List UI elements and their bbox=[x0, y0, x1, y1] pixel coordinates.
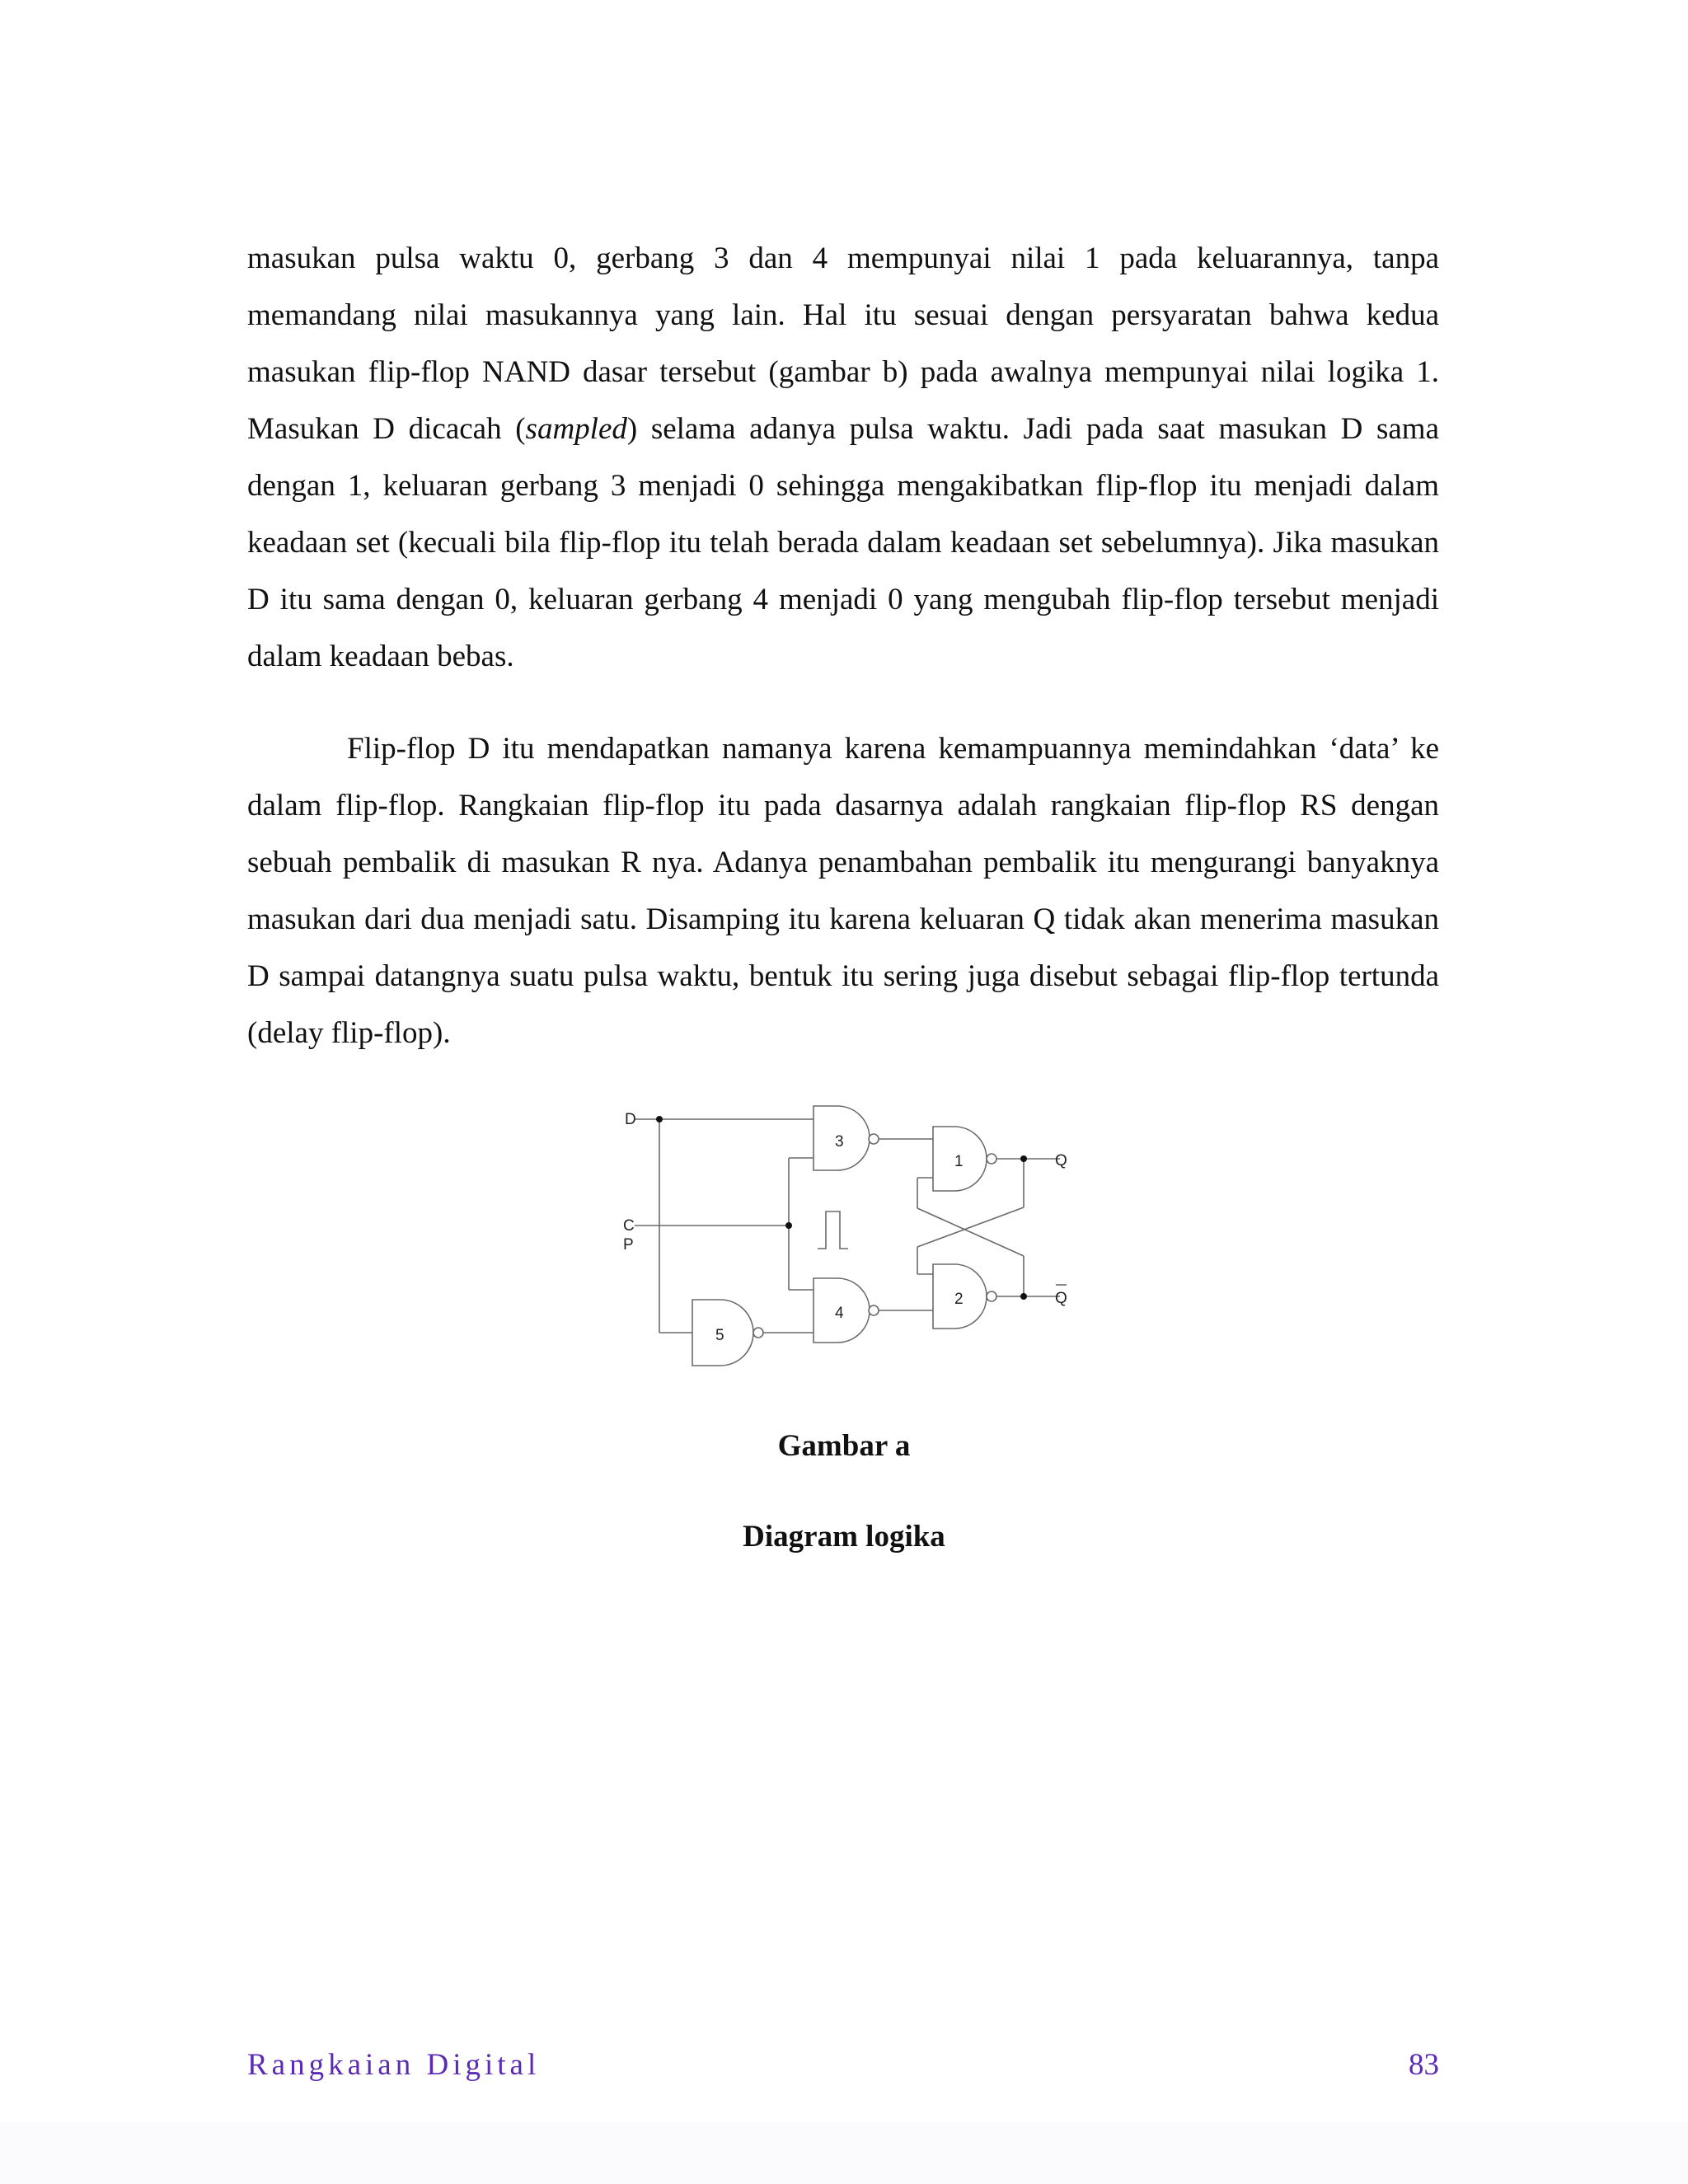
nand-gate-1-bubble bbox=[987, 1154, 996, 1164]
label-input-cp-p: P bbox=[623, 1236, 634, 1254]
junction-dot-d bbox=[656, 1116, 663, 1122]
junction-dot-q bbox=[1020, 1155, 1027, 1162]
figure-caption-title: Gambar a bbox=[777, 1429, 911, 1463]
footer-page-number: 83 bbox=[1409, 2048, 1439, 2082]
nand-gate-3-bubble bbox=[869, 1134, 879, 1144]
footer-book-title: Rangkaian Digital bbox=[247, 2048, 541, 2082]
label-gate-5: 5 bbox=[715, 1327, 724, 1344]
body-paragraph-2: Flip-flop D itu mendapatkan namanya karena kemampuannya memindahkan ‘data’ ke dalam flip-flop. Rangkaian flip-flop itu pada dasarnya adalah rangkaian flip-flop RS dengan sebuah pembalik di masukan R nya. Adanya penambahan pembalik itu mengurangi banyaknya masukan dari dua menjadi satu. Disamping itu karena keluaran Q tidak akan menerima masukan D sampai datangnya suatu pulsa waktu, bentuk itu sering juga disebut sebagai flip-flop tertunda (delay flip-flop). bbox=[247, 732, 1439, 1050]
label-gate-1: 1 bbox=[954, 1153, 964, 1170]
paragraph-1-text-after: ) selama adanya pulsa waktu. Jadi pada saat masukan D sama dengan 1, keluaran gerbang 3 menjadi 0 sehingga mengakibatkan flip-flop itu menjadi dalam keadaan set (kecuali bila flip-flop itu telah berada dalam keadaan set sebelumnya). Jika masukan D itu sama dengan 0, keluaran gerbang 4 menjadi 0 yang mengubah flip-flop tersebut menjadi dalam keadaan bebas. bbox=[247, 412, 1439, 673]
figure-caption-subtitle: Diagram logika bbox=[743, 1520, 945, 1554]
nand-gate-2-bubble bbox=[987, 1291, 996, 1301]
paragraph-1-emphasis: sampled bbox=[525, 412, 627, 446]
junction-dot-q-bar bbox=[1020, 1293, 1027, 1300]
label-output-q-bar: Q bbox=[1055, 1290, 1067, 1307]
junction-dot-cp bbox=[785, 1222, 792, 1229]
paragraph-1-text-before: masukan pulsa waktu 0, gerbang 3 dan 4 mempunyai nilai 1 pada keluarannya, tanpa memandang nilai masukannya yang lain. Hal itu sesuai dengan persyaratan bahwa kedua masukan flip-flop NAND dasar tersebut (gambar b) pada awalnya mempunyai nilai logika 1. Masukan D dicacah ( bbox=[247, 241, 1439, 446]
label-gate-2: 2 bbox=[954, 1291, 964, 1308]
clock-pulse-icon bbox=[818, 1212, 848, 1249]
nand-gate-4-bubble bbox=[869, 1305, 879, 1315]
label-gate-3: 3 bbox=[835, 1133, 844, 1151]
nand-gate-5-bubble bbox=[753, 1328, 763, 1338]
page-bottom-band bbox=[0, 2122, 1688, 2184]
logic-diagram bbox=[610, 1104, 1080, 1385]
body-paragraph-1 bbox=[247, 230, 1439, 685]
label-input-d: D bbox=[625, 1111, 636, 1128]
label-input-cp-c: C bbox=[623, 1217, 635, 1235]
label-output-q: Q bbox=[1055, 1152, 1067, 1169]
label-gate-4: 4 bbox=[835, 1305, 844, 1322]
